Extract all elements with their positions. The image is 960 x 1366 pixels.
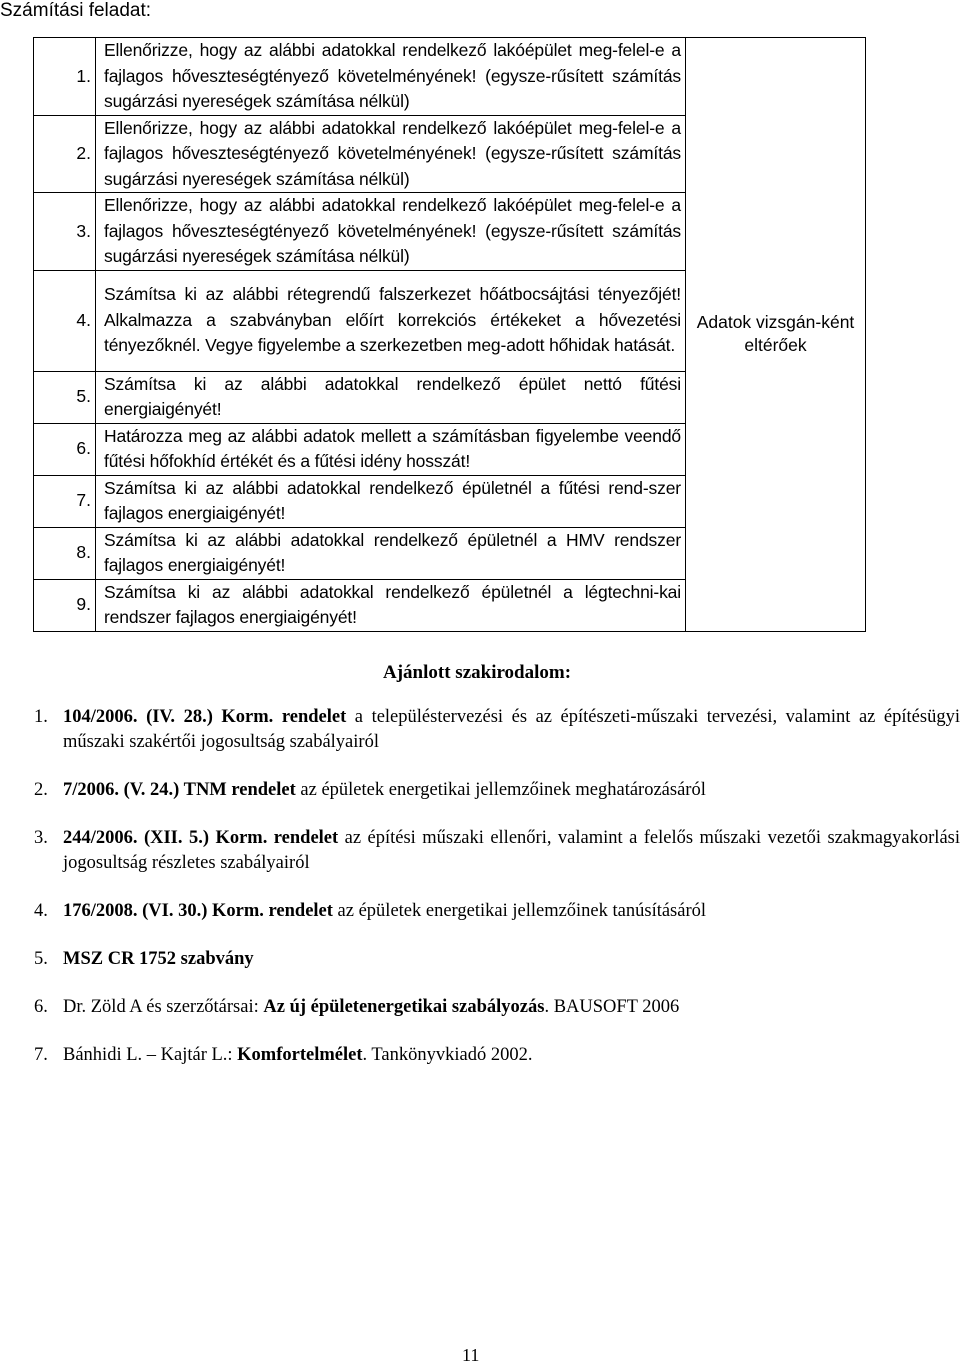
task-number: 7. (34, 475, 96, 527)
task-table (33, 37, 866, 632)
literature-item-title: Komfortelmélet (237, 1045, 363, 1065)
task-number: 9. (34, 579, 96, 631)
literature-item-text: az építési műszaki ellenőri, valamint a felelős műszaki vezetői szakmagyakorlási jogosultság részletes szabályairól (63, 828, 960, 873)
literature-item-bold: 104/2006. (IV. 28.) Korm. rendelet (63, 707, 347, 727)
literature-item-text: az épületek energetikai jellemzőinek tanúsításáról (332, 901, 707, 921)
literature-item-tail: . BAUSOFT 2006 (544, 997, 680, 1017)
task-text: Ellenőrizze, hogy az alábbi adatokkal rendelkező lakóépület meg-felel-e a fajlagos hőveszteségtényező követelményének! (egysze-rűsített számítás sugárzási nyereségek számítása nélkül) (96, 193, 686, 271)
literature-item-bold: 7/2006. (V. 24.) TNM rendelet (63, 780, 296, 800)
literature-item (34, 947, 960, 972)
task-text: Számítsa ki az alábbi adatokkal rendelkező épületnél a fűtési rend-szer fajlagos energiaigényét! (96, 475, 686, 527)
literature-item-bold: 176/2008. (VI. 30.) Korm. rendelet (63, 901, 333, 921)
task-number: 4. (34, 270, 96, 371)
literature-item-number: 3. (34, 828, 48, 848)
literature-item-text: Bánhidi L. – Kajtár L.: (63, 1045, 238, 1065)
literature-item (34, 705, 960, 755)
task-number: 3. (34, 193, 96, 271)
literature-item-number: 1. (34, 707, 48, 727)
task-text: Számítsa ki az alábbi rétegrendű falszerkezet hőátbocsájtási tényezőjét! Alkalmazza a szabványban előírt korrekciós értékeket a hővezetési tényezőknél. Vegye figyelembe a szerkezetben meg-adott hőhidak hatását. (96, 270, 686, 371)
task-number: 8. (34, 527, 96, 579)
literature-heading-text: Ajánlott szakirodalom: (383, 662, 572, 683)
task-number: 1. (34, 38, 96, 116)
literature-item-number: 5. (34, 949, 48, 969)
literature-item-number: 7. (34, 1045, 48, 1065)
literature-item-text: az épületek energetikai jellemzőinek meghatározásáról (295, 780, 706, 800)
literature-item-tail: . Tankönyvkiadó 2002. (362, 1045, 533, 1065)
task-number: 2. (34, 115, 96, 193)
literature-item (34, 899, 960, 924)
literature-item (34, 778, 960, 803)
task-number: 5. (34, 371, 96, 423)
literature-item-bold: MSZ CR 1752 szabvány (63, 949, 254, 969)
literature-item-text: a településtervezési és az építészeti-műszaki tervezési, valamint az építésügyi műszaki szakértői jogosultság szabályairól (63, 707, 960, 752)
literature-item-number: 4. (34, 901, 48, 921)
task-text: Számítsa ki az alábbi adatokkal rendelkező épületnél a légtechni-kai rendszer fajlagos energiaigényét! (96, 579, 686, 631)
page-number: 11 (462, 1345, 480, 1365)
task-text: Számítsa ki az alábbi adatokkal rendelkező épület nettó fűtési energiaigényét! (96, 371, 686, 423)
literature-item (34, 995, 960, 1020)
literature-item-text: Dr. Zöld A és szerzőtársai: (63, 997, 264, 1017)
literature-item-bold: 244/2006. (XII. 5.) Korm. rendelet (63, 828, 339, 848)
literature-item-title: Az új épületenergetikai szabályozás (263, 997, 545, 1017)
literature-item (34, 1043, 960, 1068)
literature-item (34, 826, 960, 876)
task-text: Ellenőrizze, hogy az alábbi adatokkal rendelkező lakóépület meg-felel-e a fajlagos hőveszteségtényező követelményének! (egysze-rűsített számítás sugárzási nyereségek számítása nélkül) (96, 38, 686, 116)
literature-list (34, 705, 960, 1091)
literature-item-number: 6. (34, 997, 48, 1017)
section-title: Számítási feladat: (0, 0, 152, 21)
literature-item-number: 2. (34, 780, 48, 800)
task-text: Határozza meg az alábbi adatok mellett a számításban figyelembe veendő fűtési hőfokhíd értékét és a fűtési idény hosszát! (96, 423, 686, 475)
task-text: Ellenőrizze, hogy az alábbi adatokkal rendelkező lakóépület meg-felel-e a fajlagos hőveszteségtényező követelményének! (egysze-rűsített számítás sugárzási nyereségek számítása nélkül) (96, 115, 686, 193)
task-row (34, 38, 866, 116)
note-cell: Adatok vizsgán-ként eltérőek (686, 38, 866, 632)
task-number: 6. (34, 423, 96, 475)
task-text: Számítsa ki az alábbi adatokkal rendelkező épületnél a HMV rendszer fajlagos energiaigényét! (96, 527, 686, 579)
